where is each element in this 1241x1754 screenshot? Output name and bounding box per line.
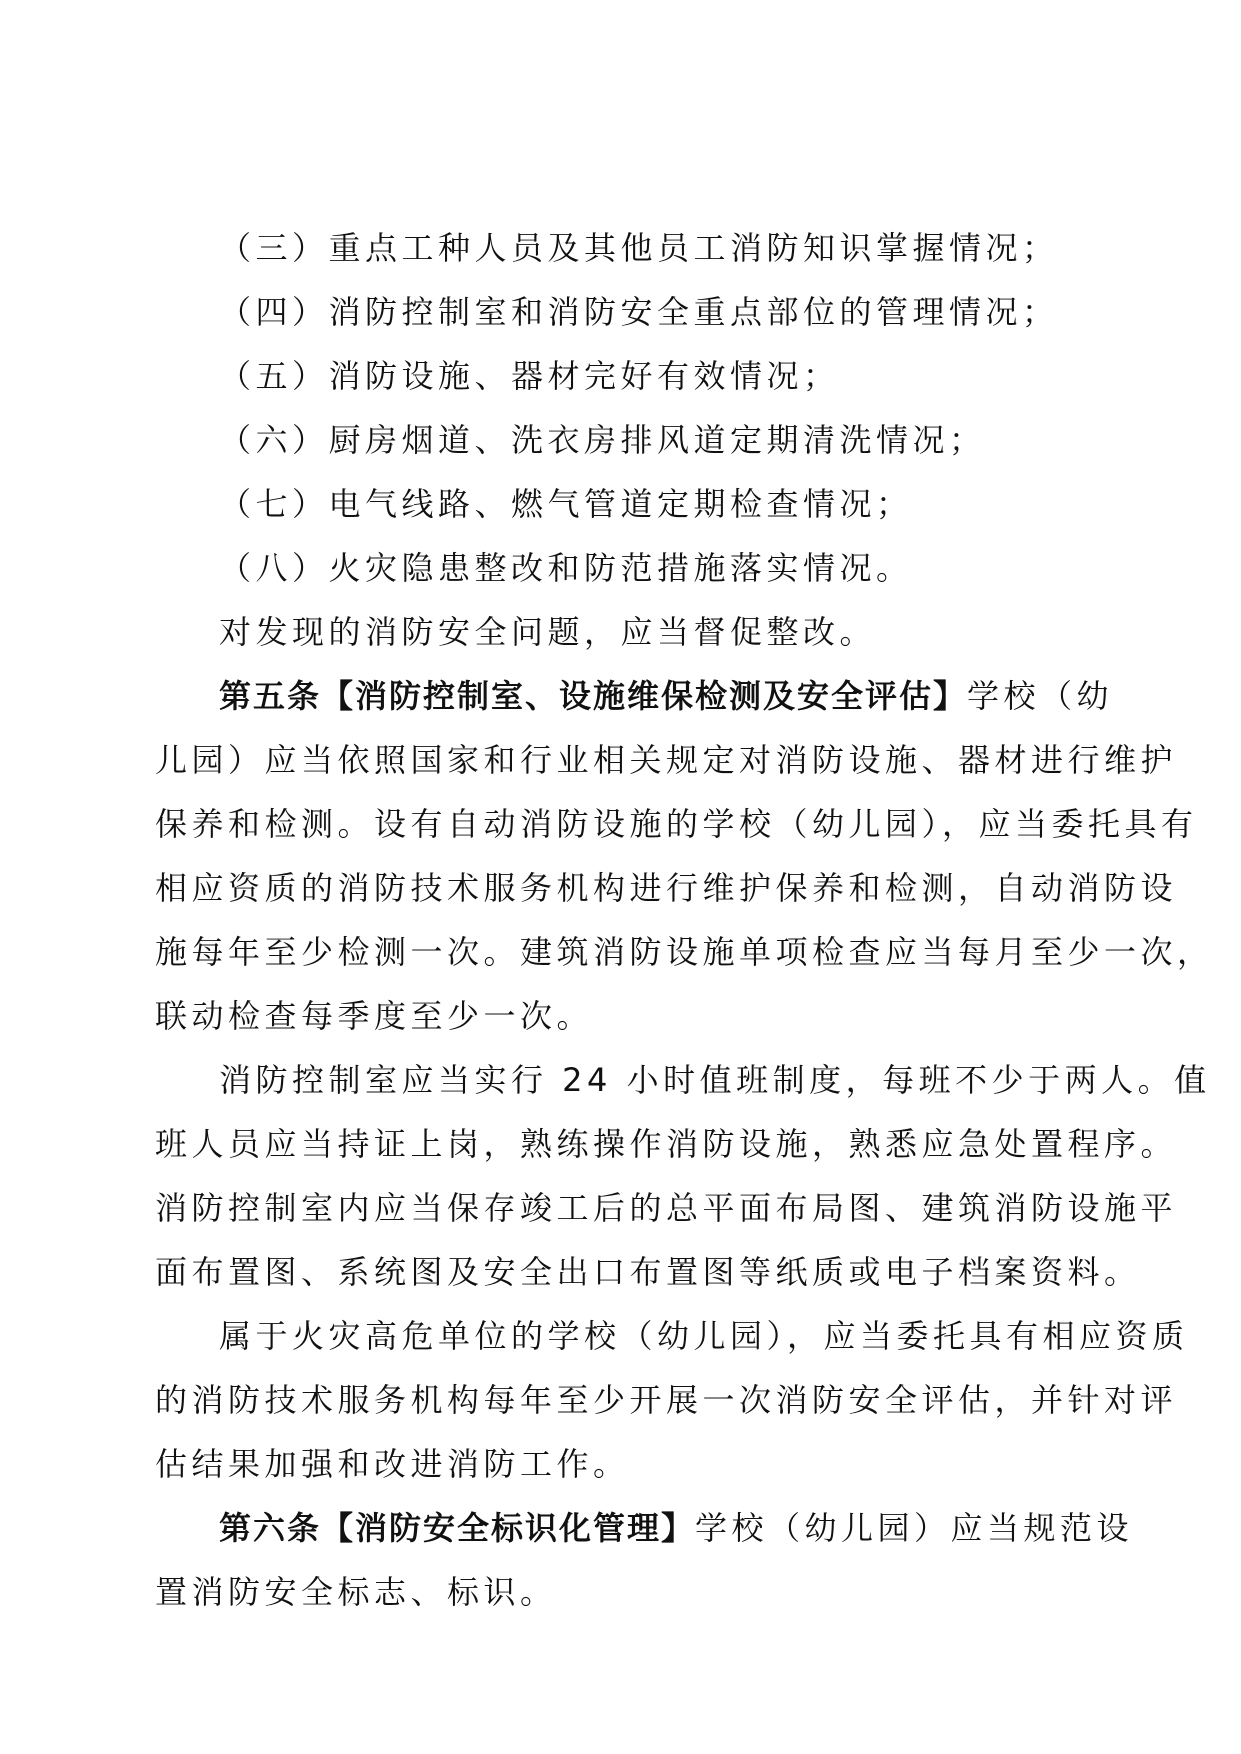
article-5-heading: 第五条【消防控制室、设施维保检测及安全评估】 (219, 677, 968, 715)
paragraph-line: 消防控制室内应当保存竣工后的总平面布局图、建筑消防设施平 (155, 1189, 1178, 1227)
paragraph-line: 的消防技术服务机构每年至少开展一次消防安全评估，并针对评 (155, 1381, 1178, 1419)
list-item: （八）火灾隐患整改和防范措施落实情况。 (219, 549, 913, 587)
article-6 (155, 1496, 1134, 1624)
article-5-first-line (155, 664, 1114, 728)
paragraph-line: 儿园）应当依照国家和行业相关规定对消防设施、器材进行维护 (155, 741, 1178, 779)
document-body (155, 216, 1214, 1624)
paragraph-line: 消防控制室应当实行 24 小时值班制度，每班不少于两人。值 (219, 1061, 1211, 1099)
paragraph-line: 保养和检测。设有自动消防设施的学校（幼儿园），应当委托具有 (155, 805, 1198, 843)
list-item: （四）消防控制室和消防安全重点部位的管理情况； (219, 293, 1059, 331)
list-item: （五）消防设施、器材完好有效情况； (219, 357, 840, 395)
paragraph-line: 班人员应当持证上岗，熟练操作消防设施，熟悉应急处置程序。 (155, 1125, 1178, 1163)
list-item: （三）重点工种人员及其他员工消防知识掌握情况； (219, 229, 1059, 267)
paragraph-line: 相应资质的消防技术服务机构进行维护保养和检测，自动消防设 (155, 869, 1178, 907)
list-item: （七）电气线路、燃气管道定期检查情况； (219, 485, 913, 523)
closing-sentence: 对发现的消防安全问题，应当督促整改。 (219, 613, 877, 651)
article-6-text: 学校（幼儿园）应当规范设 (695, 1509, 1134, 1547)
article-6-first-line (155, 1496, 1134, 1560)
paragraph-line: 联动检查每季度至少一次。 (155, 997, 594, 1035)
article-5-text: 学校（幼 (967, 677, 1114, 715)
paragraph-line: 施每年至少检测一次。建筑消防设施单项检查应当每月至少一次， (155, 933, 1214, 971)
article-5 (155, 664, 1214, 1496)
paragraph-line: 面布置图、系统图及安全出口布置图等纸质或电子档案资料。 (155, 1253, 1141, 1291)
paragraph-line: 估结果加强和改进消防工作。 (155, 1445, 630, 1483)
article-6-heading: 第六条【消防安全标识化管理】 (219, 1509, 696, 1547)
paragraph-line: 属于火灾高危单位的学校（幼儿园），应当委托具有相应资质 (219, 1317, 1189, 1355)
paragraph-line: 置消防安全标志、标识。 (155, 1573, 557, 1611)
list-item: （六）厨房烟道、洗衣房排风道定期清洗情况； (219, 421, 986, 459)
